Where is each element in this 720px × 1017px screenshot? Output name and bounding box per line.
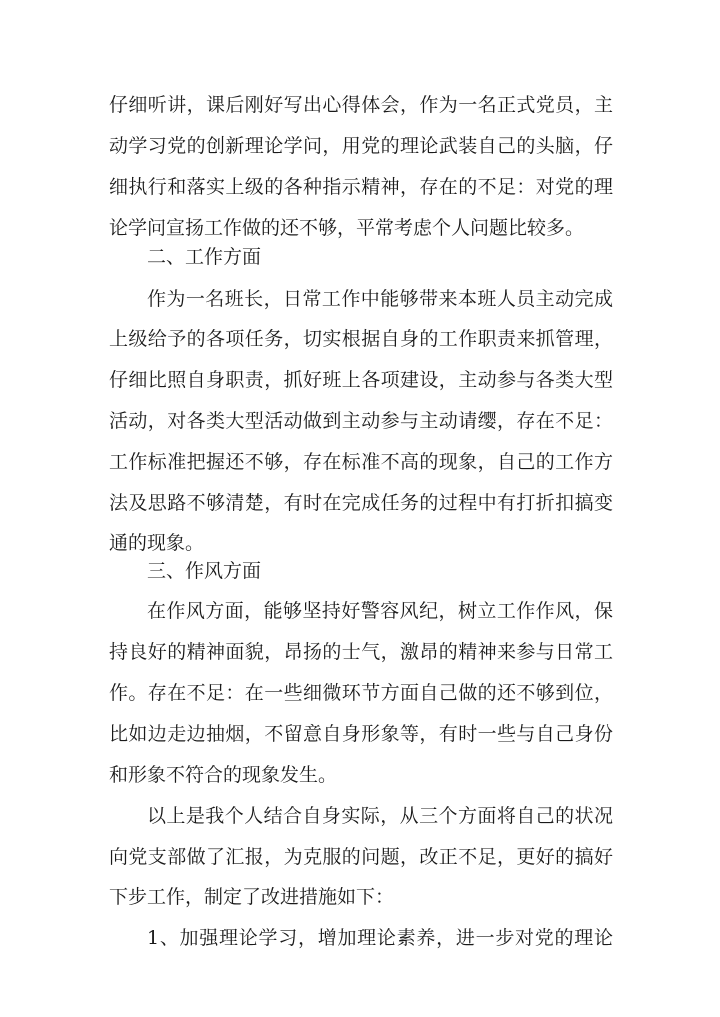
paragraph-line: 通的现象。 <box>109 532 205 554</box>
paragraph-line: 法及思路不够清楚，有时在完成任务的过程中有打折扣搞变 <box>109 492 613 514</box>
paragraph-line: 下步工作，制定了改进措施如下： <box>109 886 395 908</box>
paragraph-line: 细执行和落实上级的各种指示精神，存在的不足：对党的理 <box>109 176 613 198</box>
paragraph-line: 比如边走边抽烟，不留意自身形象等，有时一些与自己身份 <box>109 723 613 745</box>
paragraph-line: 论学问宣扬工作做的还不够，平常考虑个人问题比较多。 <box>109 217 585 239</box>
section-heading-work: 二、工作方面 <box>147 246 262 268</box>
paragraph-line: 上级给予的各项任务，切实根据自身的工作职责来抓管理， <box>109 328 613 350</box>
paragraph-line: 活动，对各类大型活动做到主动参与主动请缨，存在不足： <box>109 410 613 432</box>
paragraph-line: 持良好的精神面貌，昂扬的士气，激昂的精神来参与日常工 <box>109 641 613 663</box>
paragraph-line: 动学习党的创新理论学问，用党的理论武装自己的头脑，仔 <box>109 135 613 157</box>
paragraph-line: 在作风方面，能够坚持好警容风纪，树立工作作风，保 <box>147 600 613 622</box>
paragraph-line: 仔细比照自身职责，抓好班上各项建设，主动参与各类大型 <box>109 369 613 391</box>
paragraph-line: 1、加强理论学习，增加理论素养，进一步对党的理论 <box>147 927 613 949</box>
paragraph-line: 作为一名班长，日常工作中能够带来本班人员主动完成 <box>147 288 613 310</box>
paragraph-line: 作。存在不足：在一些细微环节方面自己做的还不够到位， <box>109 682 613 704</box>
paragraph-line: 工作标准把握还不够，存在标准不高的现象，自己的工作方 <box>109 451 613 473</box>
paragraph-line: 和形象不符合的现象发生。 <box>109 764 338 786</box>
paragraph-line: 以上是我个人结合自身实际，从三个方面将自己的状况 <box>147 805 613 827</box>
paragraph-line: 仔细听讲，课后刚好写出心得体会，作为一名正式党员，主 <box>109 94 613 116</box>
section-heading-style: 三、作风方面 <box>147 560 262 582</box>
paragraph-line: 向党支部做了汇报，为克服的问题，改正不足，更好的搞好 <box>109 846 613 868</box>
